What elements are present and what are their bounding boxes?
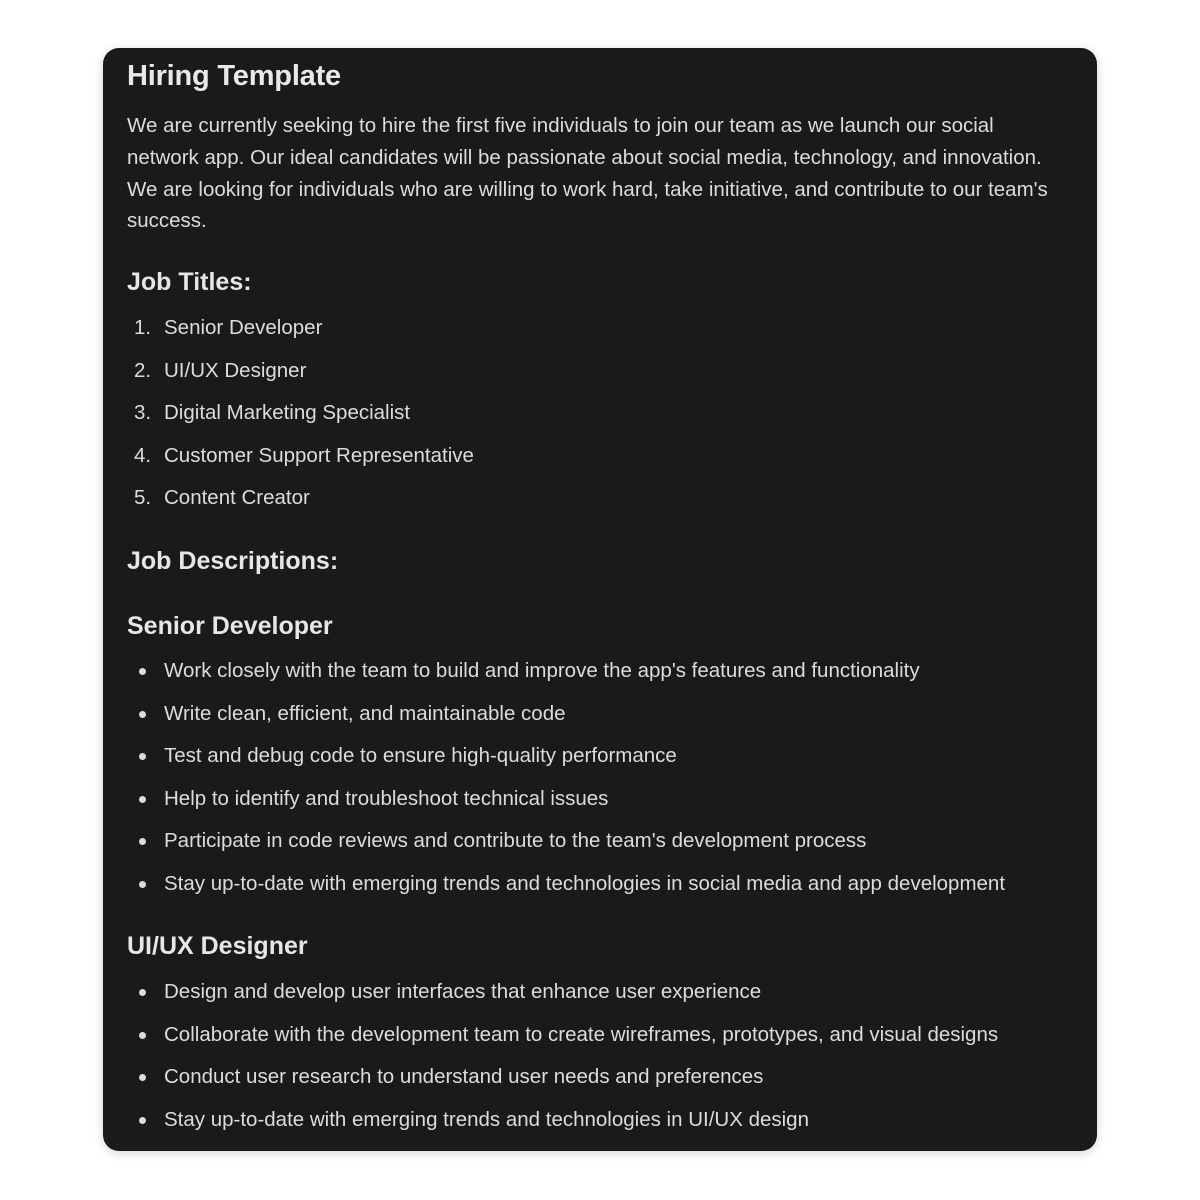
- list-item: [127, 1099, 1077, 1142]
- list-item-text: Design and develop user interfaces that enhance user experience: [164, 980, 762, 1003]
- list-number: 5.: [134, 486, 152, 510]
- list-item: [127, 650, 1077, 693]
- list-item: [127, 1056, 1077, 1099]
- list-item: [127, 392, 1077, 435]
- job-titles-list: [127, 307, 1077, 520]
- job-title-label: Digital Marketing Specialist: [164, 401, 411, 425]
- list-item: [127, 435, 1077, 478]
- list-item: [127, 1014, 1077, 1057]
- list-item: [127, 307, 1077, 350]
- list-item: [127, 778, 1077, 821]
- list-item-text: Write clean, efficient, and maintainable code: [164, 701, 566, 725]
- list-item: [127, 693, 1077, 736]
- bullet-icon: [139, 1074, 146, 1081]
- job-title-label: UI/UX Designer: [164, 358, 307, 382]
- page-title: Hiring Template: [127, 60, 341, 92]
- ui-ux-designer-heading: UI/UX Designer: [127, 932, 308, 960]
- job-titles-heading: Job Titles:: [127, 268, 252, 296]
- bullet-icon: [139, 753, 146, 760]
- list-item-text: Collaborate with the development team to create wireframes, prototypes, and visual designs: [164, 1022, 999, 1046]
- job-title-label: Content Creator: [164, 486, 310, 510]
- list-item-text: Stay up-to-date with emerging trends and technologies in UI/UX design: [164, 1107, 809, 1131]
- list-number: 2.: [134, 358, 152, 382]
- bullet-icon: [139, 1032, 146, 1039]
- list-item: [127, 971, 1077, 1014]
- list-item: [127, 820, 1077, 863]
- bullet-icon: [139, 881, 146, 888]
- list-item: [127, 477, 1077, 520]
- senior-developer-heading: Senior Developer: [127, 612, 333, 640]
- list-item-text: Stay up-to-date with emerging trends and technologies in social media and app development: [164, 871, 1006, 895]
- ui-ux-designer-list: [127, 971, 1077, 1141]
- intro-paragraph: We are currently seeking to hire the first five individuals to join our team as we launch our social network app. Our ideal candidates will be passionate about social media, technology, and innovation. We are looking for individuals who are willing to work hard, take initiative, and contribute to our team's success.: [127, 114, 1048, 233]
- list-item-text: Participate in code reviews and contribute to the team's development process: [164, 829, 867, 853]
- list-item-text: Test and debug code to ensure high-quality performance: [164, 744, 677, 768]
- list-item: [127, 350, 1077, 393]
- bullet-icon: [139, 668, 146, 675]
- hiring-template-card: [103, 48, 1097, 1151]
- job-descriptions-heading: Job Descriptions:: [127, 547, 339, 575]
- list-number: 4.: [134, 443, 152, 467]
- bullet-icon: [139, 711, 146, 718]
- list-item-text: Work closely with the team to build and improve the app's features and functionality: [164, 659, 920, 682]
- list-item: [127, 735, 1077, 778]
- senior-developer-list: [127, 650, 1077, 906]
- job-title-label: Senior Developer: [164, 316, 323, 339]
- list-item-text: Conduct user research to understand user needs and preferences: [164, 1065, 764, 1089]
- job-title-label: Customer Support Representative: [164, 443, 474, 467]
- bullet-icon: [139, 1117, 146, 1124]
- bullet-icon: [139, 796, 146, 803]
- list-number: 1.: [134, 316, 152, 339]
- list-item-text: Help to identify and troubleshoot technical issues: [164, 786, 609, 810]
- bullet-icon: [139, 989, 146, 996]
- list-item: [127, 863, 1077, 906]
- list-number: 3.: [134, 401, 152, 425]
- bullet-icon: [139, 838, 146, 845]
